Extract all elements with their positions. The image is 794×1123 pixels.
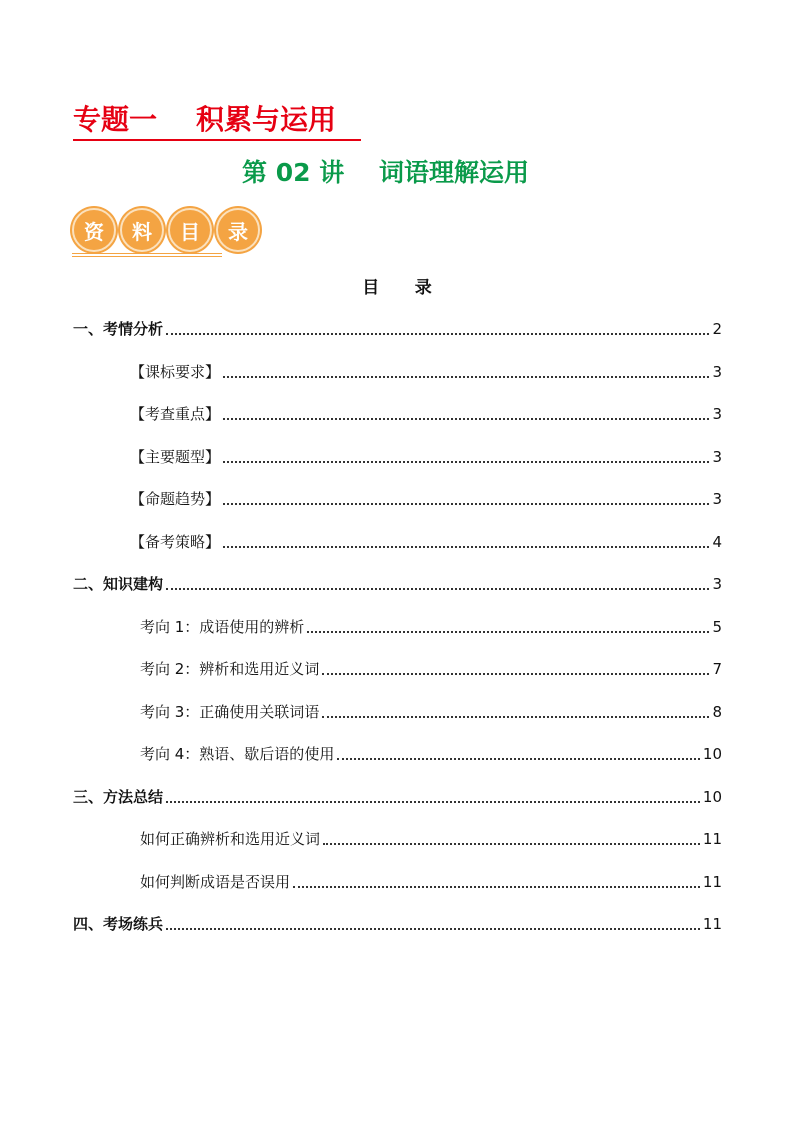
toc-entry-page: 3 <box>712 575 722 593</box>
toc-entry-label: 【课标要求】 <box>130 363 221 381</box>
toc-entry-page: 3 <box>712 363 722 381</box>
toc-entry-page: 3 <box>712 405 722 423</box>
toc-entry[interactable] <box>73 913 722 935</box>
toc-leader-dots <box>223 418 709 420</box>
toc-entry-page: 8 <box>712 703 722 721</box>
toc-entry-label: 【考查重点】 <box>130 405 221 423</box>
toc-entry-page: 11 <box>702 915 722 933</box>
badge-char: 料 <box>120 208 164 252</box>
toc-leader-dots <box>166 588 709 590</box>
toc-entry[interactable] <box>73 786 722 808</box>
toc-entry[interactable] <box>130 403 722 425</box>
toc-entry-page: 2 <box>712 320 722 338</box>
badge-char: 资 <box>72 208 116 252</box>
toc-entry-label: 【命题趋势】 <box>130 490 221 508</box>
toc-leader-dots <box>223 376 709 378</box>
toc-leader-dots <box>223 546 709 548</box>
toc-entry[interactable] <box>140 871 722 893</box>
toc-entry-label: 考向 1：成语使用的辨析 <box>140 618 305 636</box>
toc-entry-label: 考向 4：熟语、歇后语的使用 <box>140 745 335 763</box>
toc-entry-page: 11 <box>702 830 722 848</box>
toc-entry[interactable] <box>130 488 722 510</box>
toc-entry[interactable] <box>140 616 722 638</box>
toc-entry-label: 二、知识建构 <box>73 575 164 593</box>
toc-entry-label: 一、考情分析 <box>73 320 164 338</box>
badge-char: 目 <box>168 208 212 252</box>
toc-entry-label: 【备考策略】 <box>130 533 221 551</box>
lecture-title: 第 02 讲 词语理解运用 <box>242 158 530 187</box>
badge-underline <box>72 253 222 254</box>
toc-entry[interactable] <box>130 361 722 383</box>
toc-entry[interactable] <box>130 446 722 468</box>
toc-entry-label: 如何正确辨析和选用近义词 <box>140 830 321 848</box>
toc-leader-dots <box>307 631 709 633</box>
toc-entry-label: 四、考场练兵 <box>73 915 164 933</box>
toc-leader-dots <box>223 503 709 505</box>
toc-entry-label: 三、方法总结 <box>73 788 164 806</box>
toc-leader-dots <box>166 801 700 803</box>
toc-entry-label: 考向 3：正确使用关联词语 <box>140 703 320 721</box>
toc-entry-page: 7 <box>712 660 722 678</box>
toc-leader-dots <box>166 928 700 930</box>
toc-entry[interactable] <box>140 658 722 680</box>
toc-entry-label: 如何判断成语是否误用 <box>140 873 291 891</box>
toc-leader-dots <box>293 886 700 888</box>
topic-title: 专题一 积累与运用 <box>73 103 336 136</box>
toc-entry-page: 11 <box>702 873 722 891</box>
badge-char: 录 <box>216 208 260 252</box>
toc-entry-page: 10 <box>702 745 722 763</box>
toc-entry[interactable] <box>73 573 722 595</box>
toc-leader-dots <box>337 758 700 760</box>
toc-entry[interactable] <box>140 701 722 723</box>
toc-leader-dots <box>322 673 709 675</box>
badge-underline <box>72 256 222 257</box>
toc-entry-label: 考向 2：辨析和选用近义词 <box>140 660 320 678</box>
toc-entry-page: 4 <box>712 533 722 551</box>
toc-heading: 目 录 <box>362 278 432 298</box>
toc-entry-page: 5 <box>712 618 722 636</box>
toc-entry-label: 【主要题型】 <box>130 448 221 466</box>
toc-entry-page: 10 <box>702 788 722 806</box>
toc-entry[interactable] <box>140 743 722 765</box>
toc-leader-dots <box>166 333 709 335</box>
toc-entry-page: 3 <box>712 448 722 466</box>
topic-title-underline <box>73 139 361 141</box>
toc-entry-page: 3 <box>712 490 722 508</box>
toc-entry[interactable] <box>73 318 722 340</box>
toc-leader-dots <box>322 716 709 718</box>
toc-leader-dots <box>323 843 700 845</box>
toc-entry[interactable] <box>140 828 722 850</box>
toc-leader-dots <box>223 461 709 463</box>
toc-entry[interactable] <box>130 531 722 553</box>
